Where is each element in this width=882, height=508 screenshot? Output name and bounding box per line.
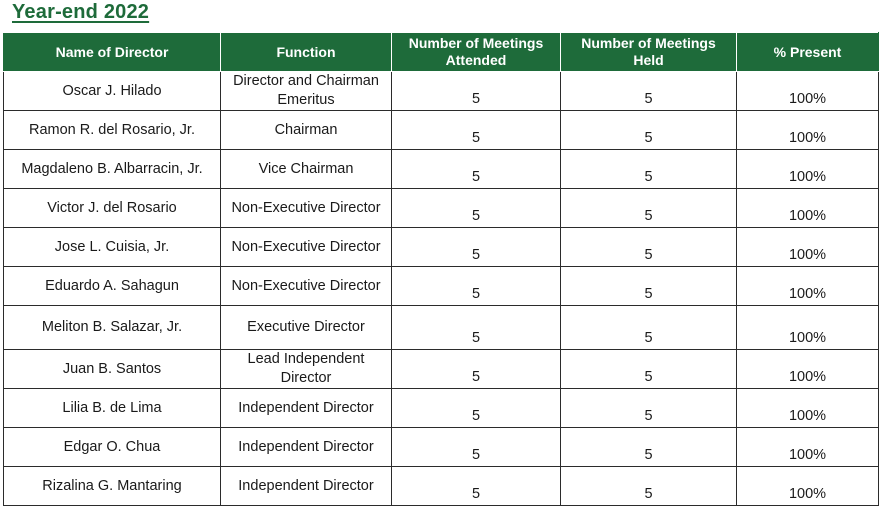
table-row [4,467,879,506]
director-name: Jose L. Cuisia, Jr. [4,228,221,267]
director-function: Independent Director [221,428,392,467]
header-row [4,33,879,72]
meetings-held: 5 [561,389,737,428]
header-percent-present: % Present [737,33,879,72]
director-function: Vice Chairman [221,150,392,189]
director-name: Meliton B. Salazar, Jr. [4,306,221,350]
meetings-attended: 5 [392,306,561,350]
percent-present: 100% [737,267,879,306]
director-function: Independent Director [221,467,392,506]
header-meetings-held: Number of Meetings Held [561,33,737,72]
percent-present: 100% [737,189,879,228]
meetings-held: 5 [561,350,737,389]
table-row [4,350,879,389]
percent-present: 100% [737,111,879,150]
director-name: Lilia B. de Lima [4,389,221,428]
director-function: Non-Executive Director [221,189,392,228]
header-function: Function [221,33,392,72]
percent-present: 100% [737,306,879,350]
meetings-held: 5 [561,267,737,306]
table-row [4,306,879,350]
table-row [4,189,879,228]
header-name-of-director: Name of Director [4,33,221,72]
meetings-held: 5 [561,306,737,350]
table-header [4,33,879,72]
meetings-attended: 5 [392,467,561,506]
percent-present: 100% [737,467,879,506]
director-name: Victor J. del Rosario [4,189,221,228]
director-name: Oscar J. Hilado [4,72,221,111]
meetings-attended: 5 [392,389,561,428]
table-row [4,72,879,111]
percent-present: 100% [737,150,879,189]
meetings-held: 5 [561,72,737,111]
percent-present: 100% [737,350,879,389]
meetings-attended: 5 [392,150,561,189]
header-meetings-attended: Number of Meetings Attended [392,33,561,72]
percent-present: 100% [737,428,879,467]
director-name: Edgar O. Chua [4,428,221,467]
meetings-attended: 5 [392,72,561,111]
director-name: Eduardo A. Sahagun [4,267,221,306]
table-body [4,72,879,506]
meetings-held: 5 [561,428,737,467]
director-function: Independent Director [221,389,392,428]
director-function: Non-Executive Director [221,267,392,306]
director-name: Magdaleno B. Albarracin, Jr. [4,150,221,189]
percent-present: 100% [737,72,879,111]
director-function: Director and Chairman Emeritus [221,72,392,111]
meetings-held: 5 [561,467,737,506]
page-title: Year-end 2022 [12,1,150,23]
director-name: Ramon R. del Rosario, Jr. [4,111,221,150]
attendance-table [3,32,879,506]
director-name: Juan B. Santos [4,350,221,389]
meetings-held: 5 [561,150,737,189]
table-row [4,428,879,467]
meetings-attended: 5 [392,111,561,150]
meetings-attended: 5 [392,350,561,389]
meetings-attended: 5 [392,189,561,228]
table-row [4,111,879,150]
table-row [4,150,879,189]
table-row [4,389,879,428]
percent-present: 100% [737,228,879,267]
meetings-held: 5 [561,189,737,228]
meetings-attended: 5 [392,228,561,267]
meetings-attended: 5 [392,267,561,306]
director-function: Chairman [221,111,392,150]
table-row [4,228,879,267]
meetings-held: 5 [561,111,737,150]
director-function: Lead Independent Director [221,350,392,389]
director-function: Non-Executive Director [221,228,392,267]
meetings-held: 5 [561,228,737,267]
table-row [4,267,879,306]
percent-present: 100% [737,389,879,428]
meetings-attended: 5 [392,428,561,467]
director-function: Executive Director [221,306,392,350]
director-name: Rizalina G. Mantaring [4,467,221,506]
